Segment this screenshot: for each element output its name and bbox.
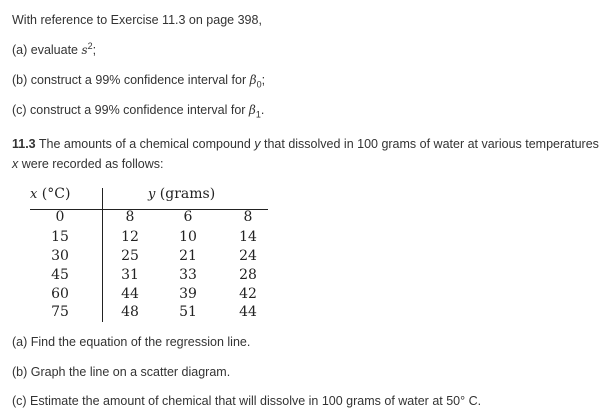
exercise-number: 11.3 bbox=[12, 137, 36, 151]
question-b bbox=[12, 364, 230, 380]
x-cell: 75 bbox=[51, 304, 69, 320]
s-exponent: 2 bbox=[87, 40, 93, 51]
y-cell: 8 bbox=[125, 209, 135, 225]
y-cell: 24 bbox=[239, 248, 257, 264]
variable-x: x bbox=[12, 157, 19, 171]
part-c-instruction bbox=[12, 102, 264, 118]
beta-subscript: 0 bbox=[256, 79, 262, 90]
part-b-instruction bbox=[12, 72, 265, 88]
question-b-text: (b) Graph the line on a scatter diagram. bbox=[12, 365, 231, 379]
beta-variable: β bbox=[249, 73, 257, 87]
y-column-header bbox=[148, 186, 298, 202]
x-header-unit: (°C) bbox=[37, 186, 71, 202]
intro-line bbox=[12, 12, 262, 28]
question-c-text: (c) Estimate the amount of chemical that will dissolve in 100 grams of water at 50° C. bbox=[12, 394, 482, 408]
y-cell: 10 bbox=[179, 229, 197, 245]
x-cell: 0 bbox=[55, 209, 65, 225]
x-column-header bbox=[30, 186, 102, 202]
exercise-text-1: The amounts of a chemical compound bbox=[35, 137, 255, 151]
y-header-var: y bbox=[148, 187, 156, 202]
y-cell: 51 bbox=[179, 304, 197, 320]
x-cell: 15 bbox=[51, 229, 69, 245]
part-a-prefix: (a) evaluate bbox=[12, 43, 82, 57]
part-c-prefix: (c) construct a 99% confidence interval for bbox=[12, 103, 249, 117]
y-cell: 8 bbox=[243, 209, 253, 225]
exercise-text-2: that dissolved in 100 grams of water at various temperatures bbox=[260, 137, 599, 151]
y-cell: 28 bbox=[239, 267, 257, 283]
exercise-paragraph bbox=[12, 134, 602, 174]
exercise-text-3: were recorded as follows: bbox=[18, 157, 164, 171]
y-header-unit: (grams) bbox=[155, 186, 216, 202]
intro-text: With reference to Exercise 11.3 on page 398, bbox=[12, 13, 262, 27]
question-a bbox=[12, 334, 250, 350]
y-cell: 42 bbox=[239, 286, 257, 302]
part-c-suffix: . bbox=[260, 103, 265, 117]
part-b-suffix: ; bbox=[261, 73, 266, 87]
x-cell: 45 bbox=[51, 267, 69, 283]
y-cell: 14 bbox=[239, 229, 257, 245]
y-cell: 44 bbox=[239, 304, 257, 320]
question-c bbox=[12, 393, 481, 409]
y-cell: 33 bbox=[179, 267, 197, 283]
y-cell: 6 bbox=[183, 209, 193, 225]
y-cell: 21 bbox=[179, 248, 197, 264]
beta-subscript: 1 bbox=[255, 109, 261, 120]
question-a-text: (a) Find the equation of the regression line. bbox=[12, 335, 251, 349]
y-cell: 31 bbox=[121, 267, 139, 283]
part-a-suffix: ; bbox=[92, 43, 97, 57]
x-header-var: x bbox=[30, 187, 38, 202]
y-cell: 12 bbox=[121, 229, 139, 245]
x-cell: 30 bbox=[51, 248, 69, 264]
variable-y: y bbox=[254, 137, 261, 151]
part-a-instruction bbox=[12, 42, 96, 58]
y-cell: 48 bbox=[121, 304, 139, 320]
y-cell: 44 bbox=[121, 286, 139, 302]
x-cell: 60 bbox=[51, 286, 69, 302]
y-cell: 25 bbox=[121, 248, 139, 264]
y-cell: 39 bbox=[179, 286, 197, 302]
beta-variable: β bbox=[248, 103, 256, 117]
s-variable: s bbox=[81, 43, 88, 57]
part-b-prefix: (b) construct a 99% confidence interval for bbox=[12, 73, 250, 87]
